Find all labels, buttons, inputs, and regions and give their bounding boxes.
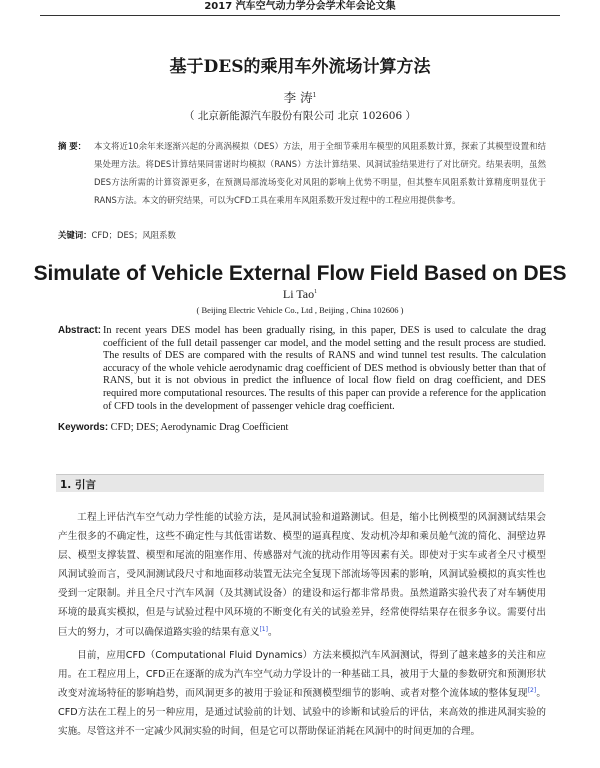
running-header xyxy=(0,0,600,16)
english-abstract xyxy=(58,325,546,413)
paragraph-1-end: 。 xyxy=(267,626,278,638)
citation-link-2[interactable]: [2] xyxy=(527,687,537,694)
chinese-author-name: 李 涛 xyxy=(283,90,313,105)
chinese-abstract-text: 本文将近10余年来逐渐兴起的分离涡模拟（DES）方法，用于全细节乘用车模型的风阻系数计算，探索了其模型设置和结果处理方法。将DES计算结果同雷诺时均模拟（RANS）方法计算结果、风洞试验结果进行了对比研究。结果表明，虽然DES方法所需的计算资源更多，在预测局部流场变化对风阻的影响上优势不明显，但其整车风阻系数计算精度明显优于RANS方法。本文的研究结果，可以为CFD工具在乘用车风阻系数开发过程中的工程应用提供参考。 xyxy=(94,141,546,205)
english-keywords xyxy=(58,422,288,433)
chinese-affiliation: （ 北京新能源汽车股份有限公司 北京 102606 ） xyxy=(184,110,416,122)
english-affiliation: ( Beijing Electric Vehicle Co., Ltd , Beijing , China 102606 ) xyxy=(196,305,404,315)
section-title: 1. 引言 xyxy=(60,479,96,491)
header-rule xyxy=(40,15,560,16)
paragraph-2-text-b: 。CFD方法在工程上的另一种应用，是通过试验前的计划、试验中的诊断和试验后的评估，来高效的推进风洞实验的实施。尽管这并不一定减少风洞实验的时间，但是它可以帮助保证消耗在风洞中的时间更加的合理。 xyxy=(58,688,547,738)
english-abstract-label: Abstract: xyxy=(58,325,102,336)
chinese-abstract-label: 摘 要： xyxy=(58,141,87,151)
english-keywords-label: Keywords: xyxy=(58,422,109,433)
chinese-author-sup: 1 xyxy=(312,91,317,99)
chinese-author xyxy=(0,88,600,106)
chinese-keywords-text: CFD；DES；风阻系数 xyxy=(91,230,176,240)
chinese-abstract xyxy=(58,137,546,209)
paragraph-2-text-a: 目前，应用CFD（Computational Fluid Dynamics）方法来模拟汽车风洞测试，得到了越来越多的关注和应用。在工程应用上，CFD正在逐渐的成为汽车空气动力学设计的一种基础工具，被用于大量的参数研究和预测形状改变对流场特征的影响趋势，而风洞更多的被用于验证和预测模型细节的影响、或者对整个流体域的整体复现 xyxy=(58,650,546,700)
running-title: 2017 汽车空气动力学分会学术年会论文集 xyxy=(204,1,396,12)
paragraph-1-text: 工程上评估汽车空气动力学性能的试验方法，是风洞试验和道路测试。但是，缩小比例模型的风洞测试结果会产生很多的不确定性，这些不确定性与其低雷诺数、模型的逼真程度、发动机冷却和乘员舱气流的简化、洞壁边界层、模型支撑装置、模型和尾流的阻塞作用、传感器对气流的扰动作用等因素有关。即使对于实车或者全尺寸模型风洞试验而言，受风洞测试段尺寸和地面移动装置无法完全复现下部流场等因素的影响，风洞试验模拟的真实性也受到一定限制。并且全尺寸汽车风洞（及其测试设备）的建设和运行都非常昂贵。虽然道路实验代表了对车辆使用环境的最真实模拟，但是与试验过程中风环境的不断变化有关的试验差异，经常使得结果存在很多争议。需要付出巨大的努力，才可以确保道路实验的结果有意义 xyxy=(58,512,546,638)
chinese-title: 基于DES的乘用车外流场计算方法 xyxy=(169,57,431,77)
body-paragraph-2 xyxy=(58,646,546,741)
english-keywords-text: CFD; DES; Aerodynamic Drag Coefficient xyxy=(110,422,289,433)
english-author xyxy=(0,287,600,302)
body-paragraph-1 xyxy=(58,508,546,642)
section-heading-bar xyxy=(56,474,544,492)
english-title: Simulate of Vehicle External Flow Field Based on DES xyxy=(33,262,567,285)
english-abstract-text: In recent years DES model has been gradually rising, in this paper, DES is used to calculate the drag coefficient of the full detail passenger car model, and the model setting and the result process are studied. The results of DES are compared with the results of RANS and wind tunnel test results. The calculation accuracy of the whole vehicle aerodynamic drag coefficient of DES method is obviously better than that of RANS, but it is not obvious in predict the influence of local flow field on drag coefficient, and DES required more computational resources. The results of this paper can provide a reference for the application of CFD tools in the development of passenger vehicle drag coefficient. xyxy=(103,325,546,412)
citation-link-1[interactable]: [1] xyxy=(259,625,268,633)
english-author-sup: 1 xyxy=(314,289,318,295)
chinese-keywords xyxy=(58,229,176,241)
chinese-keywords-label: 关键词： xyxy=(58,230,92,240)
english-author-name: Li Tao xyxy=(282,287,315,301)
